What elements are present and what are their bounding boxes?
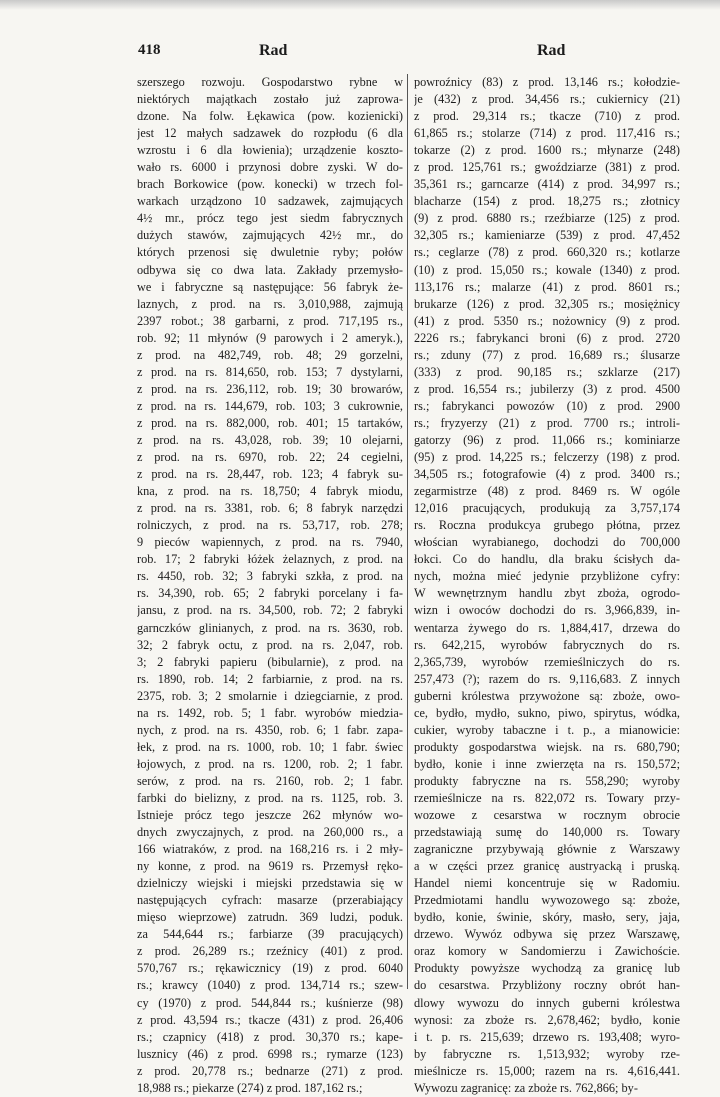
text-line: rs. 1890, rob. 14; 2 farbiarnie, z prod. na rs. <box>137 671 403 686</box>
text-line: rs. 34,390, rob. 65; 2 fabryki porcelany i fa- <box>137 586 403 601</box>
text-line: 32,305 rs.; kamieniarze (539) z prod. 47,452 <box>414 228 680 243</box>
text-line: z prod. 16,554 rs.; jubilerzy (3) z prod. 4500 <box>414 381 680 396</box>
text-line: warkach urządzono 10 sadzawek, zajmujących <box>137 194 403 209</box>
text-line: farbki do bielizny, z prod. na rs. 1125, rob. 3. <box>137 790 403 805</box>
scan-edge <box>0 0 720 10</box>
text-line: blacharze (154) z prod. 18,275 rs.; złotnicy <box>414 194 680 209</box>
text-line: mięso wieprzowe) zatrudn. 369 ludzi, poduk. <box>137 910 403 925</box>
text-line: by fabryczne rs. 1,513,932; wyroby rze- <box>414 1046 680 1061</box>
text-line: przedstawiają sumę do 140,000 rs. Towary <box>414 825 680 840</box>
text-line: brukarze (126) z prod. 32,305 rs.; mosiężnicy <box>414 296 680 311</box>
text-line: wynosi: za zboże rs. 2,678,462; bydło, konie <box>414 1012 680 1027</box>
text-line: gatorzy (96) z prod. 11,066 rs.; kominiarze <box>414 432 680 447</box>
text-line: dlowy wywozu do innych guberni królestwa <box>414 995 680 1010</box>
text-line: z prod. 26,289 rs.; rzeźnicy (401) z prod. <box>137 944 403 959</box>
text-line: lusznicy (46) z prod. 6998 rs.; rymarze (123) <box>137 1046 403 1061</box>
text-line: z prod. 125,761 rs.; gwoździarze (381) z prod. <box>414 160 680 175</box>
text-line: z prod. na rs. 814,650, rob. 153; 7 dystylarni, <box>137 364 403 379</box>
text-line: Istnieje prócz tego jeszcze 262 młynów wo- <box>137 808 403 823</box>
text-line: jansu, z prod. na rs. 34,500, rob. 72; 2 fabryki <box>137 603 403 618</box>
column-divider <box>407 74 408 989</box>
text-line: rs.; zduny (77) z prod. 16,689 rs.; ślusarze <box>414 347 680 362</box>
text-line: Handel niemi koncentruje się w Radomiu. <box>414 876 680 891</box>
text-line: i t. p. rs. 215,639; drzewo rs. 193,408; wyro- <box>414 1029 680 1044</box>
page-number: 418 <box>138 42 161 58</box>
text-line: produkty gospodarstwa wiejsk. na rs. 680,790; <box>414 739 680 754</box>
text-line: z prod. na rs. 6970, rob. 22; 24 cegielni, <box>137 450 403 465</box>
text-line: rs. 4450, rob. 32; 3 fabryki szkła, z prod. na <box>137 569 403 584</box>
text-line: 3; 2 fabryki papieru (bibularnie), z prod. na <box>137 654 403 669</box>
text-line: 12,016 pracujących, produkują za 3,757,174 <box>414 501 680 516</box>
text-line: a w części przez granicę austryacką i pruską. <box>414 859 680 874</box>
text-line: bydło, konie i inne zwierzęta na rs. 150,572; <box>414 756 680 771</box>
text-line: z prod. na rs. 882,000, rob. 401; 15 tartaków, <box>137 415 403 430</box>
text-line: 9 pieców wapiennych, z prod. na rs. 7940, <box>137 535 403 550</box>
text-line: odbywa się co dwa lata. Zakłady przemysło- <box>137 262 403 277</box>
text-line: z prod. 20,778 rs.; bednarze (271) z prod. <box>137 1063 403 1078</box>
running-head-left: Rad <box>259 42 288 59</box>
text-line: 570,767 rs.; rękawicznicy (19) z prod. 6040 <box>137 961 403 976</box>
text-line: je (432) z prod. 34,456 rs.; cukiernicy (21) <box>414 92 680 107</box>
text-line: rs. Roczna produkcya grubego płótna, przez <box>414 518 680 533</box>
text-line: (41) z prod. 5350 rs.; nożownicy (9) z prod. <box>414 313 680 328</box>
text-line: z prod. 29,314 rs.; tkacze (710) z prod. <box>414 109 680 124</box>
text-line: do cesarstwa. Przybliżony roczny obrót han- <box>414 978 680 993</box>
text-line: rs.; fabrykanci powozów (10) z prod. 2900 <box>414 398 680 413</box>
text-line: laznych, z prod. na rs. 3,010,988, zajmują <box>137 296 403 311</box>
text-line: 34,505 rs.; fotografowie (4) z prod. 3400 rs.; <box>414 467 680 482</box>
text-line: brach Borkowice (pow. konecki) w trzech fol- <box>137 177 403 192</box>
text-line: 2226 rs.; fabrykanci broni (6) z prod. 2720 <box>414 330 680 345</box>
text-line: rob. 17; 2 fabryki łóżek żelaznych, z prod. na <box>137 552 403 567</box>
text-line: z prod. na rs. 236,112, rob. 19; 30 browarów, <box>137 381 403 396</box>
text-line: łokci. Co do handlu, dla braku ścisłych da- <box>414 552 680 567</box>
text-line: wizn i owoców dochodzi do rs. 3,966,839, in- <box>414 603 680 618</box>
text-line: nych, z prod. na rs. 4350, rob. 6; 1 fabr. zapa- <box>137 722 403 737</box>
text-line: rs.; fryzyerzy (21) z prod. 7700 rs.; introli- <box>414 415 680 430</box>
text-line: rs. 642,215, wyrobów fabrycznych do rs. <box>414 637 680 652</box>
text-line: jest 12 małych sadzawek do rozpłodu (6 dla <box>137 126 403 141</box>
text-line: we i fabryczne są następujące: 56 fabryk że- <box>137 279 403 294</box>
text-line: cy (1970) z prod. 544,844 rs.; kuśnierze (98) <box>137 995 403 1010</box>
text-line: rolniczych, z prod. na rs. 53,717, rob. 278; <box>137 518 403 533</box>
text-line: 61,865 rs.; stolarze (714) z prod. 117,416 rs.; <box>414 126 680 141</box>
text-line: z prod. na 482,749, rob. 48; 29 gorzelni, <box>137 347 403 362</box>
text-line: następujących cyfrach: masarze (przerabiający <box>137 893 403 908</box>
text-line: Produkty powyższe wychodzą za granicę lub <box>414 961 680 976</box>
text-line: kna, z prod. na rs. 18,750; 4 fabryk miodu, <box>137 484 403 499</box>
text-line: wozowe z cesarstwa w rocznym obrocie <box>414 808 680 823</box>
text-line: Wywozu zagranicę: za zboże rs. 762,866; by- <box>414 1080 638 1095</box>
text-line: z prod. na rs. 43,028, rob. 39; 10 olejarni, <box>137 432 403 447</box>
text-line: drzewo. Wywóz odbywa się przez Warszawę, <box>414 927 680 942</box>
text-line: ce, bydło, mydło, sukno, piwo, spirytus, wódka, <box>414 705 680 720</box>
text-line: łek, z prod. na rs. 1000, rob. 10; 1 fabr. świec <box>137 739 403 754</box>
text-line: niektórych majątkach zostało już zaprowa- <box>137 92 403 107</box>
text-line: 113,176 rs.; malarze (41) z prod. 8601 rs.; <box>414 279 680 294</box>
text-line: dużych stawów, zajmujących 42½ mr., do <box>137 228 403 243</box>
text-line: nych, można mieć jedynie przybliżone cyfry: <box>414 569 680 584</box>
text-line: 35,361 rs.; garncarze (414) z prod. 34,997 rs.; <box>414 177 680 192</box>
text-line: tokarze (2) z prod. 1600 rs.; młynarze (248) <box>414 143 680 158</box>
text-line: wało rs. 6000 i przynosi dobre zyski. W do- <box>137 160 403 175</box>
text-line: z prod. 43,594 rs.; tkacze (431) z prod. 26,406 <box>137 1012 403 1027</box>
text-line: (9) z prod. 6880 rs.; rzeźbiarze (125) z prod. <box>414 211 680 226</box>
text-line: zegarmistrze (48) z prod. 8469 rs. W ogóle <box>414 484 680 499</box>
text-line: produkty fabryczne na rs. 558,290; wyroby <box>414 773 680 788</box>
text-line: dzielniczy wiejski i miejski przedstawia się w <box>137 876 403 891</box>
text-line: rs.; czapnicy (418) z prod. 30,370 rs.; kape- <box>137 1029 403 1044</box>
text-line: 166 wiatraków, z prod. na 168,216 rs. i 2 mły- <box>137 842 403 857</box>
text-line: z prod. na rs. 28,447, rob. 123; 4 fabryk su- <box>137 467 403 482</box>
text-line: (10) z prod. 15,050 rs.; kowale (1340) z prod. <box>414 262 680 277</box>
text-line: oraz komory w Sandomierzu i Zawichoście. <box>414 944 680 959</box>
text-line: W wewnętrznym handlu zbyt zboża, ogrodo- <box>414 586 680 601</box>
text-line: rs.; ceglarze (78) z prod. 660,320 rs.; kotlarze <box>414 245 680 260</box>
text-line: ny konne, z prod. na 9619 rs. Przemysł ręko- <box>137 859 403 874</box>
text-line: 32; 2 fabryk octu, z prod. na rs. 2,047, rob. <box>137 637 403 652</box>
text-line: wentarza żywego do rs. 1,884,417, drzewa do <box>414 620 680 635</box>
text-line: 2375, rob. 3; 2 smolarnie i dziegciarnie, z prod. <box>137 688 403 703</box>
left-text-column <box>137 74 403 1097</box>
text-line: zagraniczne przybywają głównie z Warszawy <box>414 842 680 857</box>
text-line: za 544,644 rs.; farbiarze (39 pracujących) <box>137 927 403 942</box>
text-line: serów, z prod. na rs. 2160, rob. 2; 1 fabr. <box>137 773 403 788</box>
text-line: dnych zwyczajnych, z prod. na 260,000 rs., a <box>137 825 403 840</box>
text-line: rs.; krawcy (1040) z prod. 134,714 rs.; szew- <box>137 978 403 993</box>
text-line: 257,473 (?); razem do rs. 9,116,683. Z innych <box>414 671 680 686</box>
text-line: guberni królestwa przywożone są: zboże, owo- <box>414 688 680 703</box>
text-line: łojowych, z prod. na rs. 1200, rob. 2; 1 fabr. <box>137 756 403 771</box>
running-head-right: Rad <box>537 42 566 59</box>
text-line: (333) z prod. 90,185 rs.; szklarze (217) <box>414 364 680 379</box>
text-line: z prod. na rs. 144,679, rob. 103; 3 cukrownie, <box>137 398 403 413</box>
text-line: Przedmiotami handlu wywozowego są: zboże, <box>414 893 680 908</box>
text-line: rzemieślnicze na rs. 822,072 rs. Towary przy- <box>414 790 680 805</box>
text-line: 2397 robot.; 38 garbarni, z prod. 717,195 rs., <box>137 313 403 328</box>
text-line: bydło, konie, świnie, skóry, masło, sery, jaja, <box>414 910 680 925</box>
text-line: powroźnicy (83) z prod. 13,146 rs.; kołodzie- <box>414 75 680 89</box>
text-line: wzrostu i 6 dla łowienia); urządzenie koszto- <box>137 143 403 158</box>
text-line: włościan wyrabianego, dochodzi do 700,000 <box>414 535 680 550</box>
text-line: mieślnicze rs. 15,000; razem na rs. 4,616,441. <box>414 1063 680 1078</box>
text-line: dzone. Na folw. Łękawica (pow. kozienicki) <box>137 109 403 124</box>
text-line: szerszego rozwoju. Gospodarstwo rybne w <box>137 75 403 89</box>
text-line: 2,365,739, wyrobów rzemieślniczych do rs. <box>414 654 680 669</box>
text-line: 4½ mr., prócz tego jest siedm fabrycznych <box>137 211 403 226</box>
text-line: których przenosi się dwuletnie ryby; połów <box>137 245 403 260</box>
text-line: 18,988 rs.; piekarze (274) z prod. 187,162 rs.; <box>137 1080 363 1095</box>
text-line: z prod. na rs. 3381, rob. 6; 8 fabryk narzędzi <box>137 501 403 516</box>
text-line: cukier, wyroby tabaczne i t. p., a mianowicie: <box>414 722 680 737</box>
text-line: na rs. 1492, rob. 5; 1 fabr. wyrobów miedzia- <box>137 705 403 720</box>
text-line: garnczków glinianych, z prod. na rs. 3630, rob. <box>137 620 403 635</box>
text-line: (95) z prod. 14,225 rs.; felczerzy (198) z prod. <box>414 450 680 465</box>
text-line: rob. 92; 11 młynów (9 parowych i 2 ameryk.), <box>137 330 403 345</box>
right-text-column <box>414 74 680 1097</box>
